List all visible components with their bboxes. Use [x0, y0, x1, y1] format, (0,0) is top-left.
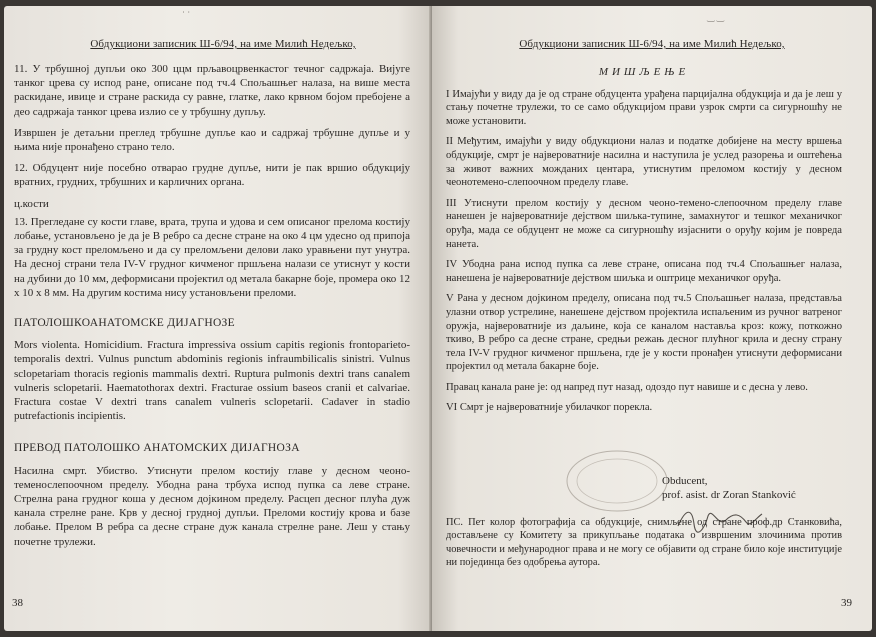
opinion-title: МИШЉЕЊЕ [598, 66, 690, 78]
pathology-diagnoses-text: Mors violenta. Homicidium. Fractura impressiva ossium capitis regionis frontoparieto-temporalis dextri. Vulnus punctum abdominis regionis infraumbilicalis sinistri. Vulnus sclopetariam thoracis regionis mammalis dextri. Ruptura pulmonis dextri trans canalem vulneris sclopetarii. Haematothorax dextri. Fracturae ossium baseos cranii et calvariae. Fractura costae V dextri trans canalem vulneris sclopetarii. Cadaver in stadio putrefactionis incipientis. [14, 339, 410, 423]
left-page-body [14, 62, 410, 556]
paragraph-11: 11. У трбушној дупљи око 300 ццм прљавоцрвенкастог течног садржаја. Вијуге танког црева су испод ране, описане под тч.4 Спољашњег налаза, на више места раскидане, ивице и стране раскида су равне, глатке, лако крвном бојом пребојене а део садржаја танког црева излио се у трбушну дупљу. [14, 63, 410, 118]
signature-name: prof. asist. dr Zoran Stanković [662, 489, 796, 501]
diagnoses-translation-text: Насилна смрт. Убиство. Утиснути прелом костију главе у десном чеоно-теменослепоочном пределу. Убодна рана трбуха испод пупка са леве стране. Стрелна рана грудног коша у десном дојкином пределу. Расцеп десног плућа дуж канала стрелне ране. Крв у десној грудној дупљи. Преломи костију крова и базе лобање. Прелом В ребра са десне стране дуж канала стрелне ране. Леш у стању почетне трулежи. [14, 464, 410, 548]
right-page-body [446, 66, 842, 422]
opinion-paragraph-2: II Међутим, имајући у виду обдукциони налаз и податке добијене на месту вршења обдукције, смрт је највероватније насилна и наступила је услед разорења и оштећења за живот важних можданих центара, утиснутим преломом костију у десном чеонотемено-слепоочном пределу главе. [446, 136, 842, 189]
postscript-note: ПС. Пет колор фотографија са обдукције, снимљене од стране проф.др Станковића, достављене су Комитету за прикупљање података о извршеним злочинима против човечности и међународног права и не могу се објавити од стране било које институције ни појединца без одобрења аутора. [446, 517, 842, 569]
subsection-bones: ц.кости [14, 197, 49, 210]
diagnoses-translation-title: ПРЕВОД ПАТОЛОШКО АНАТОМСКИХ ДИЈАГНОЗА [14, 442, 300, 455]
opinion-paragraph-5: V Рана у десном дојкином пределу, описана под тч.5 Спољашњег налаза, представља улазни отвор устрелине, нанешене дејством пројектила испаљеним из ручног ватреног оружја, највероватније из даљине, која се каналом наставља кроз: кожу, поткожно ткиво, В ребро са десне стране, средњи режањ десног плућног крила и десну страну тела IV-V грудног кичменог пршљена, где је у кости пронађен утиснути деформисани пројектил од метала бакарне боје. [446, 293, 842, 373]
pathology-diagnoses-title: ПАТОЛОШКОАНАТОМСКЕ ДИЈАГНОЗЕ [14, 317, 235, 330]
opinion-paragraph-1: I Имајући у виду да је од стране обдуцента урађена парцијална обдукција и да је леш у стању почетне трулежи, то се само обдукцијом прави узрок смрти са сигурношћу не може установити. [446, 88, 842, 127]
paragraph-12: 12. Обдуцент није посебно отварао грудне дупље, нити је пак вршио обдукцију вратних, грудних, трбушних и карличних органа. [14, 162, 410, 189]
scan-mark: ‿ ‿ [707, 12, 724, 22]
opinion-paragraph-3: III Утиснути прелом костију у десном чеоно-темено-слепоочном пределу главе нанешен је највероватније дејством шиљка-тупине, замахнутог и тешког механичког оруђа, мада се обдуцент не може са сигурношћу изјаснити о оруђу којим је повреда нанета. [446, 197, 842, 250]
left-page [4, 6, 432, 631]
opinion-paragraph-direction: Правац канала ране је: од напред пут назад, одоздо пут навише и с десна у лево. [446, 381, 808, 393]
stamp-icon [562, 446, 672, 516]
opinion-paragraph-4: IV Убодна рана испод пупка са леве стране, описана под тч.4 Спољашњег налаза, нанешена је највероватније дејством шиљка и оштрице механичког оруђа. [446, 259, 842, 284]
signature-block [662, 474, 796, 502]
right-page-header: Обдукциони записник Ш-6/94, на име Милић Недељко, [519, 38, 785, 50]
left-page-header: Обдукциони записник Ш-6/94, на име Милић Недељко, [90, 38, 356, 50]
right-page [432, 6, 872, 631]
paragraph-inspection: Извршен је детаљни преглед трбушне дупље као и садржај трбушне дупље и у њима није пронађено страно тело. [14, 126, 410, 154]
signature-role: Obducent, [662, 475, 708, 487]
opinion-paragraph-6: VI Смрт је највероватније убилачког порекла. [446, 402, 653, 414]
paragraph-13: 13. Прегледане су кости главе, врата, трупа и удова и сем описаног прелома костију лобање, установљено је да је В ребро са десне стране на око 4 цм удесно од припоја за грудну кост преломљено и да су преломљени делови лако уравњени пут унутра. На десној страни тела IV-V грудног кичменог пршљена налази се утиснут у кости на дубини до 10 мм, деформисани пројектил од метала бакарне боје, промера око 12 x 10 x 8 мм. На другим костима нису установљени преломи. [14, 215, 410, 299]
left-page-number: 38 [12, 597, 23, 609]
right-page-number: 39 [841, 597, 852, 609]
scan-mark: ˙ ˙ [182, 10, 191, 20]
